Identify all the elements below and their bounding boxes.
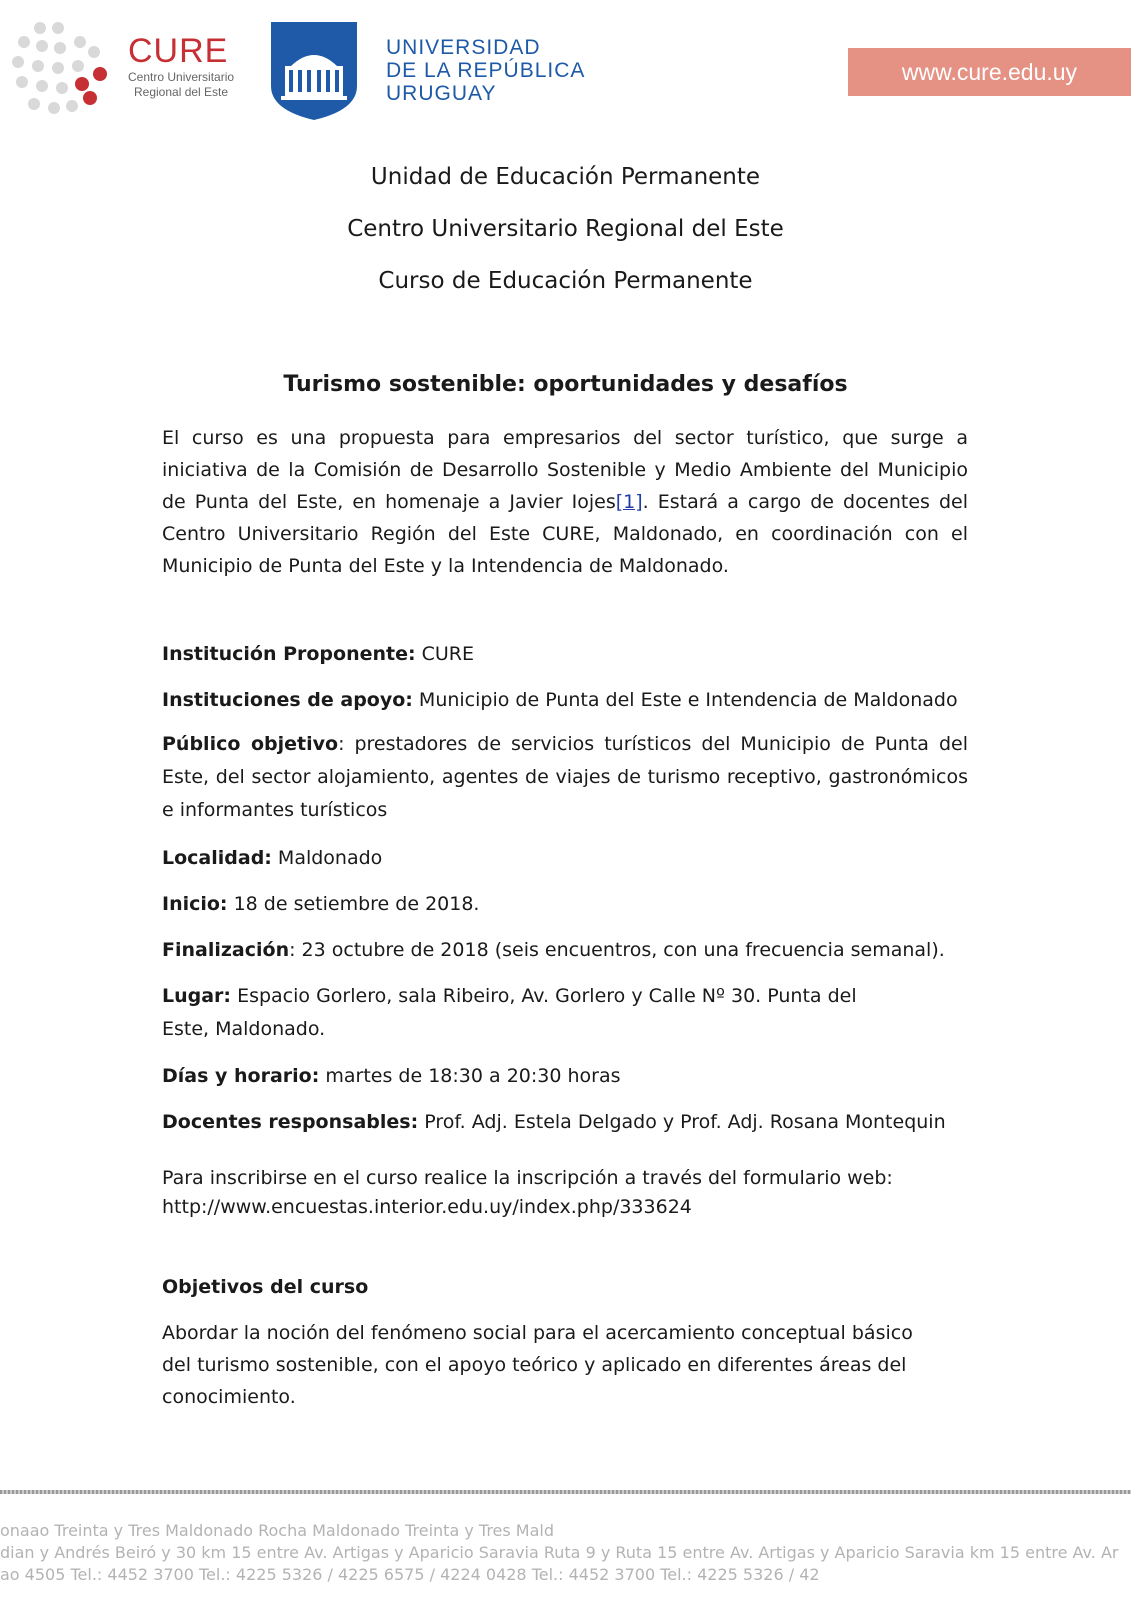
footer-row-2: dian y Andrés Beiró y 30 km 15 entre Av. Artigas y Aparicio Saravia Ruta 9 y Ruta 15 entre Av. Artigas y Aparicio Saravia km 15 entre Av. Ar bbox=[0, 1543, 1119, 1562]
field-dias bbox=[162, 1060, 968, 1093]
heading-unidad: Unidad de Educación Permanente bbox=[370, 164, 761, 190]
inscripcion-url[interactable]: http://www.encuestas.interior.edu.uy/index.php/333624 bbox=[162, 1196, 692, 1218]
field-label: Finalización bbox=[162, 939, 290, 961]
field-lugar bbox=[162, 980, 882, 1046]
course-title: Turismo sostenible: oportunidades y desafíos bbox=[283, 372, 848, 397]
heading-curso: Curso de Educación Permanente bbox=[378, 268, 753, 294]
footer-addresses bbox=[0, 1520, 1131, 1600]
cure-dots-icon bbox=[8, 18, 120, 122]
field-value: Municipio de Punta del Este e Intendencia de Maldonado bbox=[412, 689, 958, 711]
inscripcion-block bbox=[162, 1164, 968, 1222]
field-publico bbox=[162, 728, 968, 827]
cure-logo bbox=[8, 18, 248, 122]
field-label: Institución Proponente: bbox=[162, 643, 416, 665]
objetivos-heading: Objetivos del curso bbox=[162, 1276, 369, 1298]
heading-centro: Centro Universitario Regional del Este bbox=[347, 216, 784, 242]
objetivos-text: Abordar la noción del fenómeno social para el acercamiento conceptual básico del turismo sostenible, con el apoyo teórico y aplicado en diferentes áreas del conocimiento. bbox=[162, 1322, 913, 1408]
field-label: Inicio: bbox=[162, 893, 228, 915]
intro-paragraph bbox=[162, 422, 968, 582]
field-value: CURE bbox=[415, 643, 475, 665]
footer-row-1: onaao Treinta y Tres Maldonado Rocha Maldonado Treinta y Tres Mald bbox=[0, 1521, 555, 1540]
cure-subtitle-line1: Centro Universitario bbox=[128, 70, 235, 84]
udelar-name bbox=[386, 36, 585, 105]
field-inicio bbox=[162, 888, 968, 921]
inscripcion-text: Para inscribirse en el curso realice la inscripción a través del formulario web: bbox=[162, 1167, 893, 1189]
field-value: 18 de setiembre de 2018. bbox=[227, 893, 480, 915]
field-label: Localidad: bbox=[162, 847, 272, 869]
udelar-line2: DE LA REPÚBLICA bbox=[386, 59, 586, 82]
field-value: : prestadores de servicios turísticos del Municipio de Punta del Este, del sector alojamiento, agentes de viajes de turismo receptivo, gastronómicos e informantes turísticos bbox=[162, 733, 968, 821]
footer-row-3: ao 4505 Tel.: 4452 3700 Tel.: 4225 5326 / 4225 6575 / 4224 0428 Tel.: 4452 3700 Tel.: 4225 5326 / 42 bbox=[0, 1565, 820, 1584]
intro-text-a: El curso es una propuesta para empresarios del sector turístico, que surge a iniciativa de la Comisión de Desarrollo Sostenible y Medio Ambiente del Municipio de Punta del Este, en homenaje a Javier Iojes bbox=[162, 427, 968, 513]
cure-subtitle-line2: Regional del Este bbox=[134, 85, 229, 99]
field-value: Maldonado bbox=[271, 847, 383, 869]
field-label: Instituciones de apoyo: bbox=[162, 689, 413, 711]
udelar-line3: URUGUAY bbox=[386, 82, 497, 105]
intro-text-b: . Estará a cargo de docentes del Centro Universitario Región del Este CURE, Maldonado, en coordinación con el Municipio de Punta del Este y la Intendencia de Maldonado. bbox=[162, 491, 968, 577]
footnote-link[interactable]: [1] bbox=[615, 491, 643, 513]
field-label: Lugar: bbox=[162, 985, 232, 1007]
field-localidad bbox=[162, 842, 968, 875]
field-docentes bbox=[162, 1106, 968, 1139]
field-value: Espacio Gorlero, sala Ribeiro, Av. Gorlero y Calle Nº 30. Punta del Este, Maldonado. bbox=[162, 985, 857, 1040]
udelar-shield-icon bbox=[271, 22, 357, 120]
field-value: Prof. Adj. Estela Delgado y Prof. Adj. Rosana Montequin bbox=[418, 1111, 946, 1133]
field-value: martes de 18:30 a 20:30 horas bbox=[319, 1065, 621, 1087]
field-value: : 23 octubre de 2018 (seis encuentros, con una frecuencia semanal). bbox=[289, 939, 945, 961]
field-institucion bbox=[162, 638, 968, 671]
field-label: Días y horario: bbox=[162, 1065, 320, 1087]
field-label: Público objetivo bbox=[162, 733, 339, 755]
footer-divider bbox=[0, 1490, 1131, 1494]
field-finalizacion bbox=[162, 934, 968, 967]
field-label: Docentes responsables: bbox=[162, 1111, 419, 1133]
page-header bbox=[0, 0, 1131, 130]
website-url-banner[interactable]: www.cure.edu.uy bbox=[848, 48, 1131, 96]
cure-name: CURE bbox=[128, 32, 229, 70]
udelar-line1: UNIVERSIDAD bbox=[386, 36, 541, 59]
field-apoyo bbox=[162, 684, 968, 717]
